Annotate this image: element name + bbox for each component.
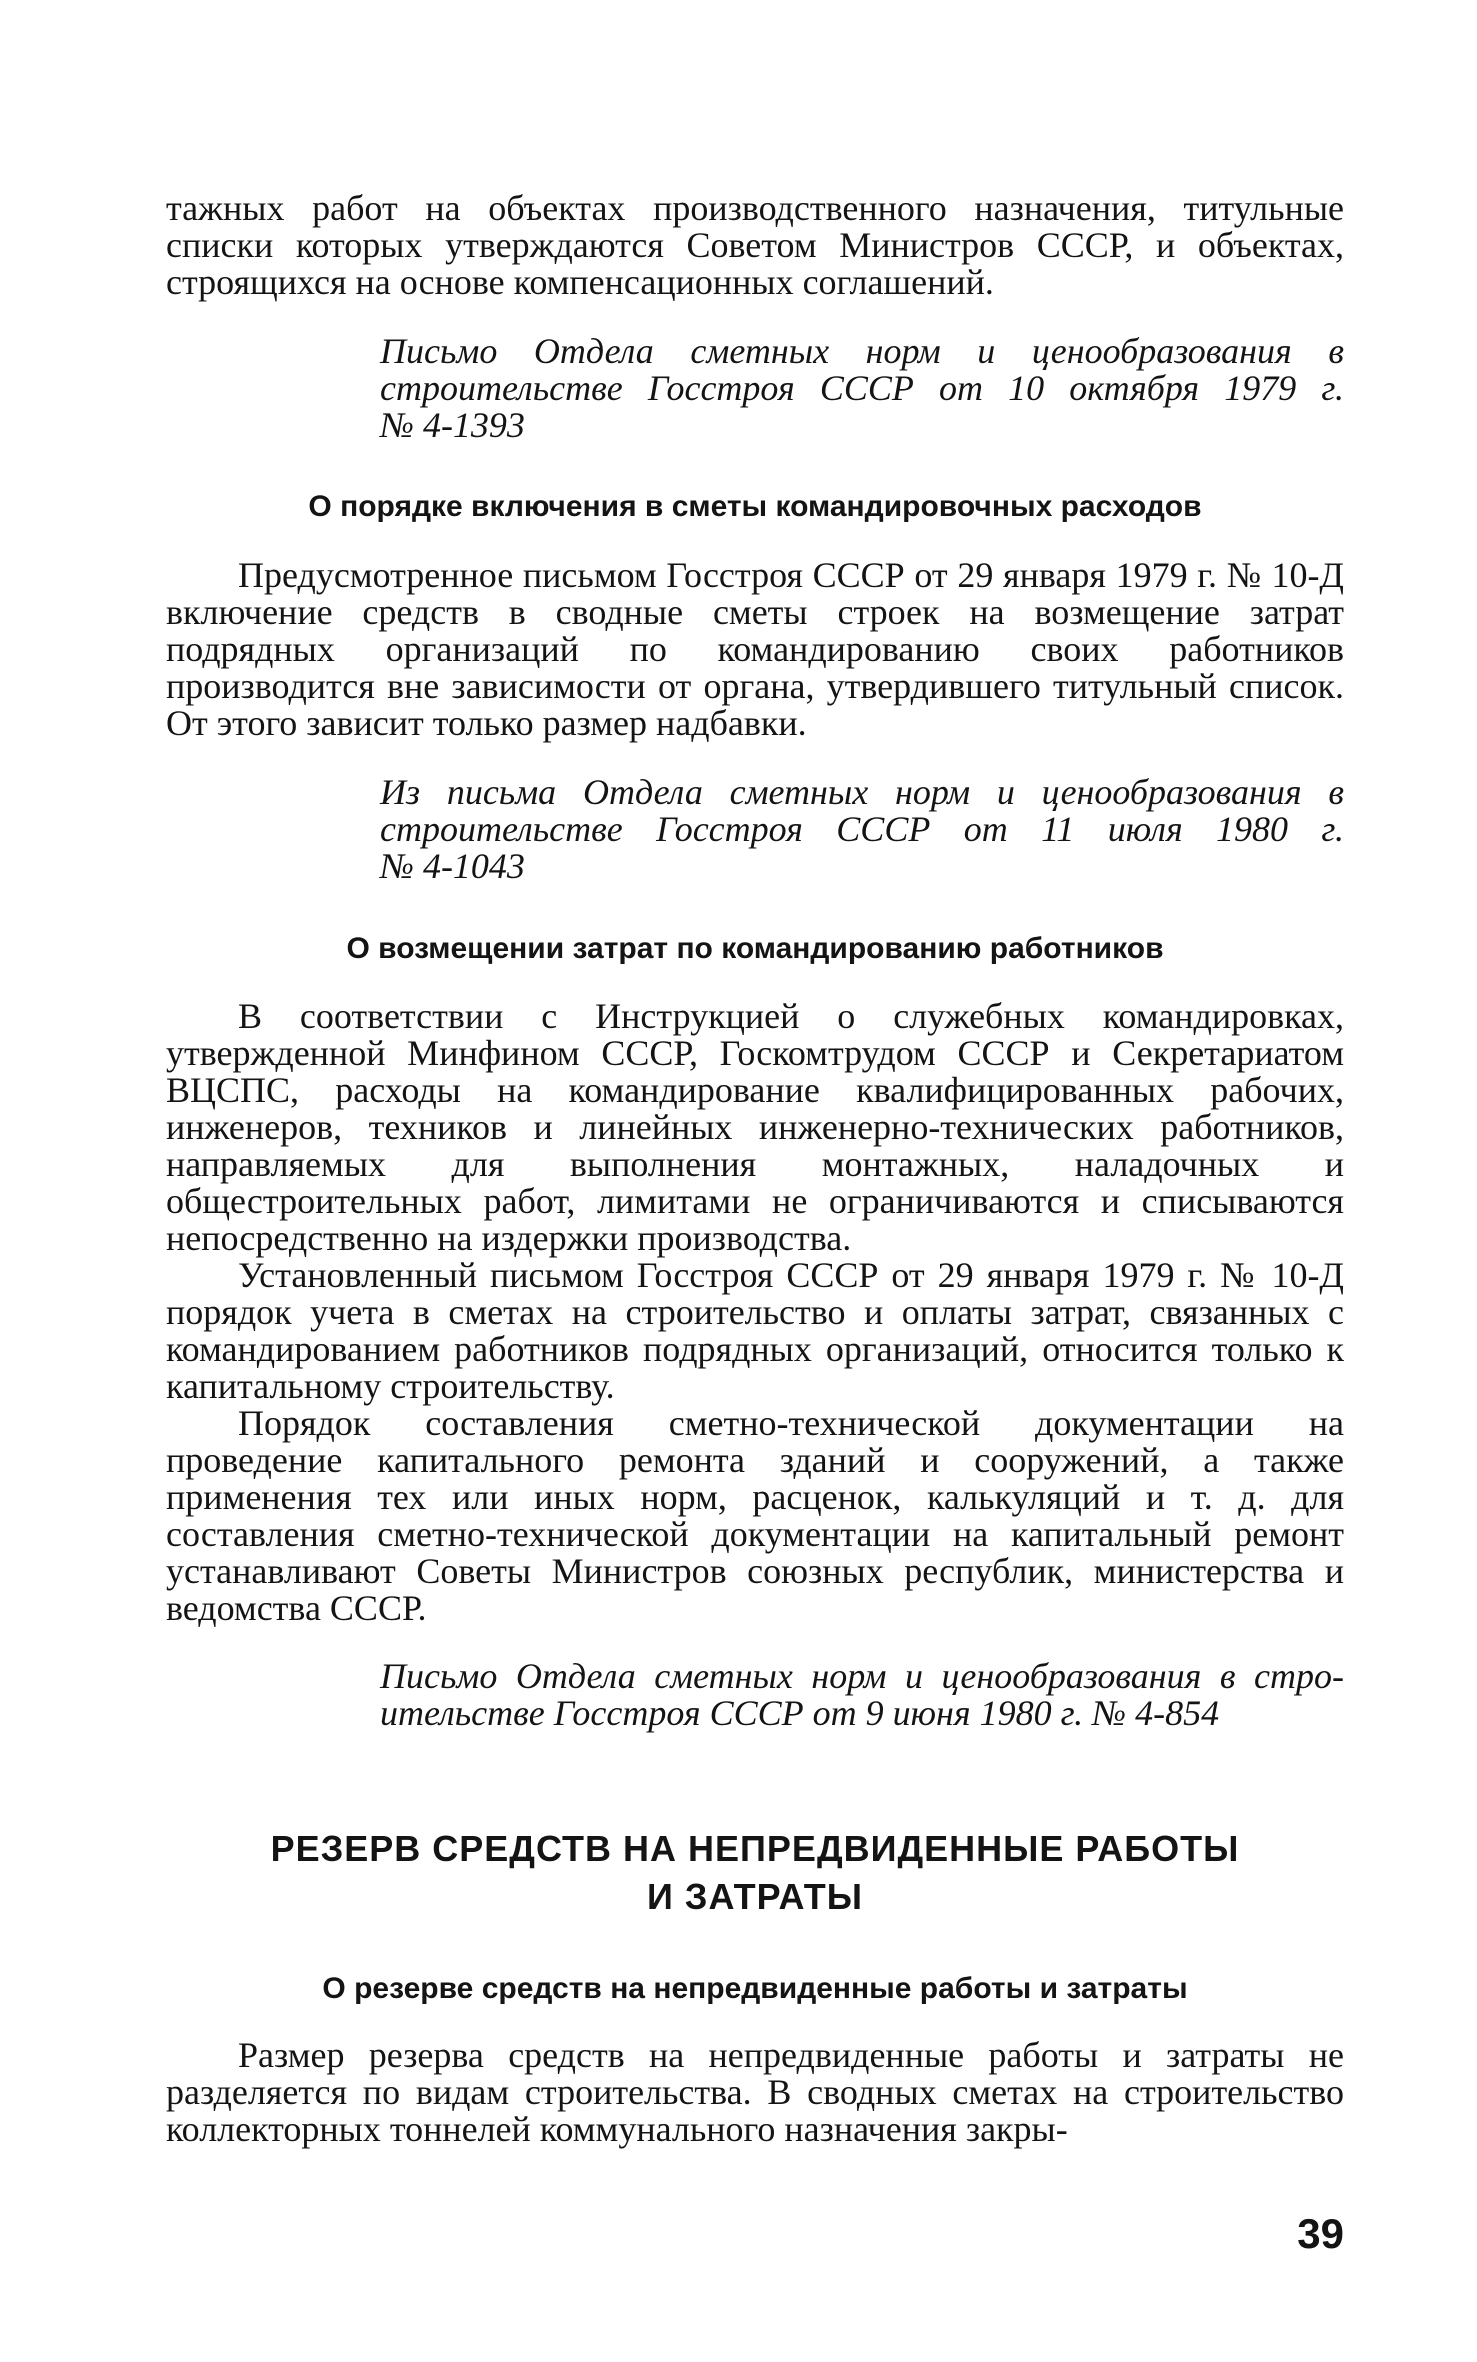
reference-2-line-2: строительстве Госстроя СССР от 11 июля 1980 г. xyxy=(380,809,1344,849)
page-number: 39 xyxy=(1297,2210,1344,2257)
section-2-paragraph-3: Порядок составления сметно-технической документации на проведение капитального ремонта зданий и сооружений, а также применения тех или иных норм, расценок, калькуляций и т. д. для составления сметно-технической документации на капитальный ремонт устанавливают Советы Министров союзных республик, министерства и ведомства СССР. xyxy=(166,1403,1344,1628)
reference-1 xyxy=(380,333,1344,444)
section-1-body xyxy=(166,557,1344,742)
section-2-body xyxy=(166,998,1344,1627)
section-3-heading: О резерве средств на непредвиденные работы и затраты xyxy=(322,1972,1188,2005)
reference-3 xyxy=(380,1658,1344,1732)
reference-3-line-2: ительстве Госстроя СССР от 9 июня 1980 г. № 4-854 xyxy=(380,1693,1220,1733)
intro-block xyxy=(166,190,1344,301)
section-2-paragraph-2: Установленный письмом Госстроя СССР от 29 января 1979 г. № 10-Д порядок учета в сметах на строительство и оплаты затрат, связанных с командированием работников подрядных организаций, относится только к капитальному строительству. xyxy=(166,1255,1344,1406)
reference-1-line-2: строительстве Госстроя СССР от 10 октября 1979 г. xyxy=(380,368,1344,408)
reference-1-line-1: Письмо Отдела сметных норм и ценообразования в xyxy=(380,331,1344,371)
reference-2 xyxy=(380,774,1344,885)
section-2-paragraph-1: В соответствии с Инструкцией о служебных командировках, утвержденной Минфином СССР, Госкомтрудом СССР и Секретариатом ВЦСПС, расходы на командирование квалифицированных рабочих, инженеров, техников и линейных инженерно-технических работников, направляемых для выполнения монтажных, наладочных и общестроительных работ, лимитами не ограничиваются и списываются непосредственно на издержки производства. xyxy=(166,996,1344,1258)
chapter-title xyxy=(166,1825,1344,1921)
section-3-paragraph-1: Размер резерва средств на непредвиденные работы и затраты не разделяется по видам строительства. В сводных сметах на строительство коллекторных тоннелей коммунального назначения закры- xyxy=(166,2035,1344,2149)
section-1-heading: О порядке включения в сметы командировочных расходов xyxy=(308,490,1202,523)
reference-1-line-3: № 4-1393 xyxy=(380,405,525,445)
intro-paragraph: тажных работ на объектах производственного назначения, титульные списки которых утверждаются Советом Министров СССР, и объектах, строящихся на основе компенсационных соглашений. xyxy=(166,188,1344,302)
section-2-heading: О возмещении затрат по командированию работников xyxy=(346,932,1164,965)
reference-2-line-3: № 4-1043 xyxy=(380,846,525,886)
section-3-body xyxy=(166,2037,1344,2148)
section-1-paragraph-1: Предусмотренное письмом Госстроя СССР от 29 января 1979 г. № 10-Д включение средств в сводные сметы строек на возмещение затрат подрядных организаций по командированию своих работников производится вне зависимости от органа, утвердившего титульный список. От этого зависит только размер надбавки. xyxy=(166,555,1344,743)
reference-3-line-1: Письмо Отдела сметных норм и ценообразования в стро- xyxy=(380,1656,1344,1696)
chapter-title-line-1: РЕЗЕРВ СРЕДСТВ НА НЕПРЕДВИДЕННЫЕ РАБОТЫ xyxy=(270,1828,1240,1869)
chapter-title-line-2: И ЗАТРАТЫ xyxy=(647,1876,863,1917)
reference-2-line-1: Из письма Отдела сметных норм и ценообразования в xyxy=(380,772,1344,812)
